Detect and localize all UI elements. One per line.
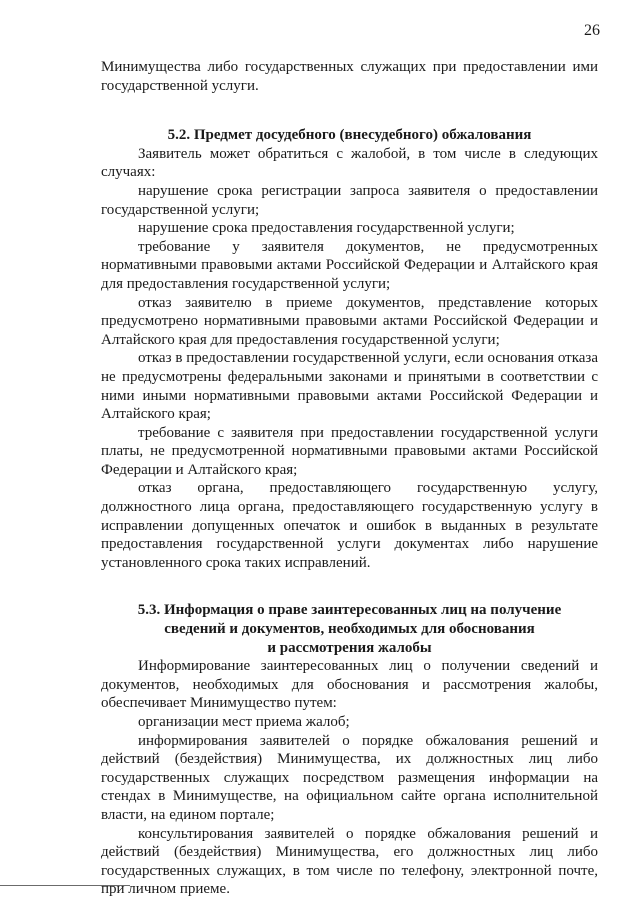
paragraph: Заявитель может обратиться с жалобой, в том числе в следующих случаях:	[101, 145, 598, 181]
paragraph: нарушение срока предоставления государственной услуги;	[138, 220, 515, 237]
paragraph: консультирования заявителей о порядке обжалования решений и действий (бездействия) Минимущества, его должностных лиц либо государственных служащих, в том числе по телефону, электронной почте, при личном приеме.	[101, 825, 598, 898]
section-gap	[101, 572, 598, 601]
section-gap	[101, 95, 598, 126]
paragraph: информирования заявителей о порядке обжалования решений и действий (бездействия) Минимущества, их должностных лиц либо государственных служащих посредством размещения информации на стендах в Минимуществе, на официальном сайте органа исполнительной власти, на едином портале;	[101, 732, 598, 823]
document-body	[101, 58, 598, 899]
section-heading-5-3-line: и рассмотрения жалобы	[267, 639, 432, 656]
paragraph: отказ в предоставлении государственной услуги, если основания отказа не предусмотрены федеральными законами и принятыми в соответствии с ними иными нормативными правовыми актами Российской Федерации и Алтайского края;	[101, 350, 598, 423]
footnote-rule	[0, 885, 130, 886]
paragraph: требование с заявителя при предоставлении государственной услуги платы, не предусмотренной нормативными правовыми актами Российской Федерации и Алтайского края;	[101, 424, 598, 478]
paragraph: отказ заявителю в приеме документов, представление которых предусмотрено нормативными правовыми актами Российской Федерации и Алтайского края для предоставления государственной услуги;	[101, 294, 598, 348]
continued-paragraph: Минимущества либо государственных служащих при предоставлении ими государственной услуги.	[101, 59, 598, 94]
paragraph: организации мест приема жалоб;	[138, 714, 350, 730]
paragraph: Информирование заинтересованных лиц о получении сведений и документов, необходимых для обоснования и рассмотрения жалобы, обеспечивает Минимущество путем:	[101, 658, 598, 712]
section-heading-5-3-line: 5.3. Информация о праве заинтересованных лиц на получение	[137, 602, 562, 619]
paragraph: нарушение срока регистрации запроса заявителя о предоставлении государственной услуги;	[101, 182, 598, 218]
section-heading-5-2: 5.2. Предмет досудебного (внесудебного) обжалования	[167, 127, 532, 144]
section-heading-5-3-line: сведений и документов, необходимых для обоснования	[164, 621, 535, 638]
page-number: 26	[584, 22, 600, 39]
paragraph: отказ органа, предоставляющего государственную услугу, должностного лица органа, предоставляющего государственную услугу в исправлении допущенных опечаток и ошибок в выданных в результате предоставления государственной услуги документах либо нарушение установленного срока таких исправлений.	[101, 480, 598, 571]
paragraph: требование у заявителя документов, не предусмотренных нормативными правовыми актами Российской Федерации и Алтайского края для предоставления государственной услуги;	[101, 238, 598, 292]
